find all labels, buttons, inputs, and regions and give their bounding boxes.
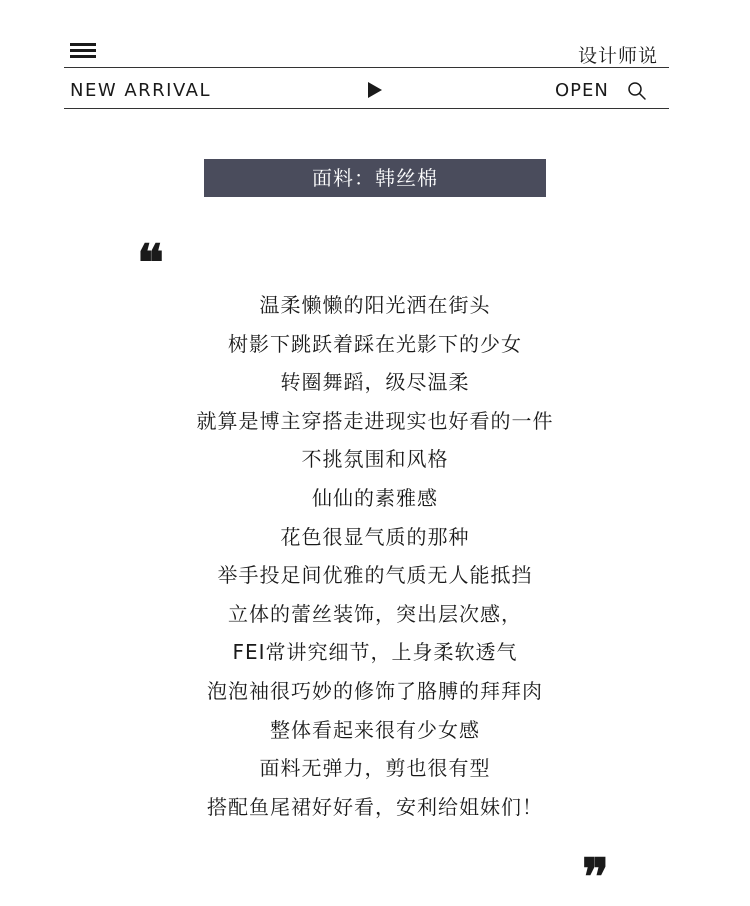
poem-line: 树影下跳跃着踩在光影下的少女 xyxy=(228,331,522,356)
poem-text xyxy=(0,286,750,826)
fabric-banner: 面料：韩丝棉 xyxy=(204,159,546,197)
designer-says-label: 设计师说 xyxy=(577,45,658,67)
menu-bar xyxy=(70,43,96,46)
poem-line: 就算是博主穿搭走进现实也好看的一件 xyxy=(196,408,554,433)
poem-line: 温柔懒懒的阳光洒在街头 xyxy=(259,293,491,317)
poem-line: 转圈舞蹈，级尽温柔 xyxy=(280,370,470,395)
poem-line: 面料无弹力，剪也很有型 xyxy=(259,756,491,781)
open-quote-icon: ❝ xyxy=(137,233,164,292)
new-arrival-link[interactable]: NEW ARRIVAL xyxy=(70,80,211,101)
header-divider-top xyxy=(64,67,669,68)
menu-bar xyxy=(70,49,96,52)
poem-line: 举手投足间优雅的气质无人能抵挡 xyxy=(217,563,533,588)
poem-line: 花色很显气质的那种 xyxy=(280,524,470,549)
header-divider-bottom xyxy=(64,108,669,109)
poem-line: 不挑氛围和风格 xyxy=(301,447,449,472)
poem-line: 立体的蕾丝装饰，突出层次感， xyxy=(228,601,522,626)
search-icon[interactable] xyxy=(627,81,647,101)
menu-icon[interactable] xyxy=(70,43,96,59)
close-quote-icon: ❞ xyxy=(582,847,609,906)
open-link[interactable]: OPEN xyxy=(555,80,609,101)
menu-bar xyxy=(70,55,96,58)
poem-line: FEI常讲究细节，上身柔软透气 xyxy=(232,640,518,665)
play-icon[interactable] xyxy=(368,82,382,98)
poem-line: 泡泡袖很巧妙的修饰了胳膊的拜拜肉 xyxy=(207,678,543,703)
poem-line: 仙仙的素雅感 xyxy=(312,485,438,510)
poem-line: 整体看起来很有少女感 xyxy=(270,717,480,742)
poem-line: 搭配鱼尾裙好好看，安利给姐妹们！ xyxy=(207,794,543,819)
